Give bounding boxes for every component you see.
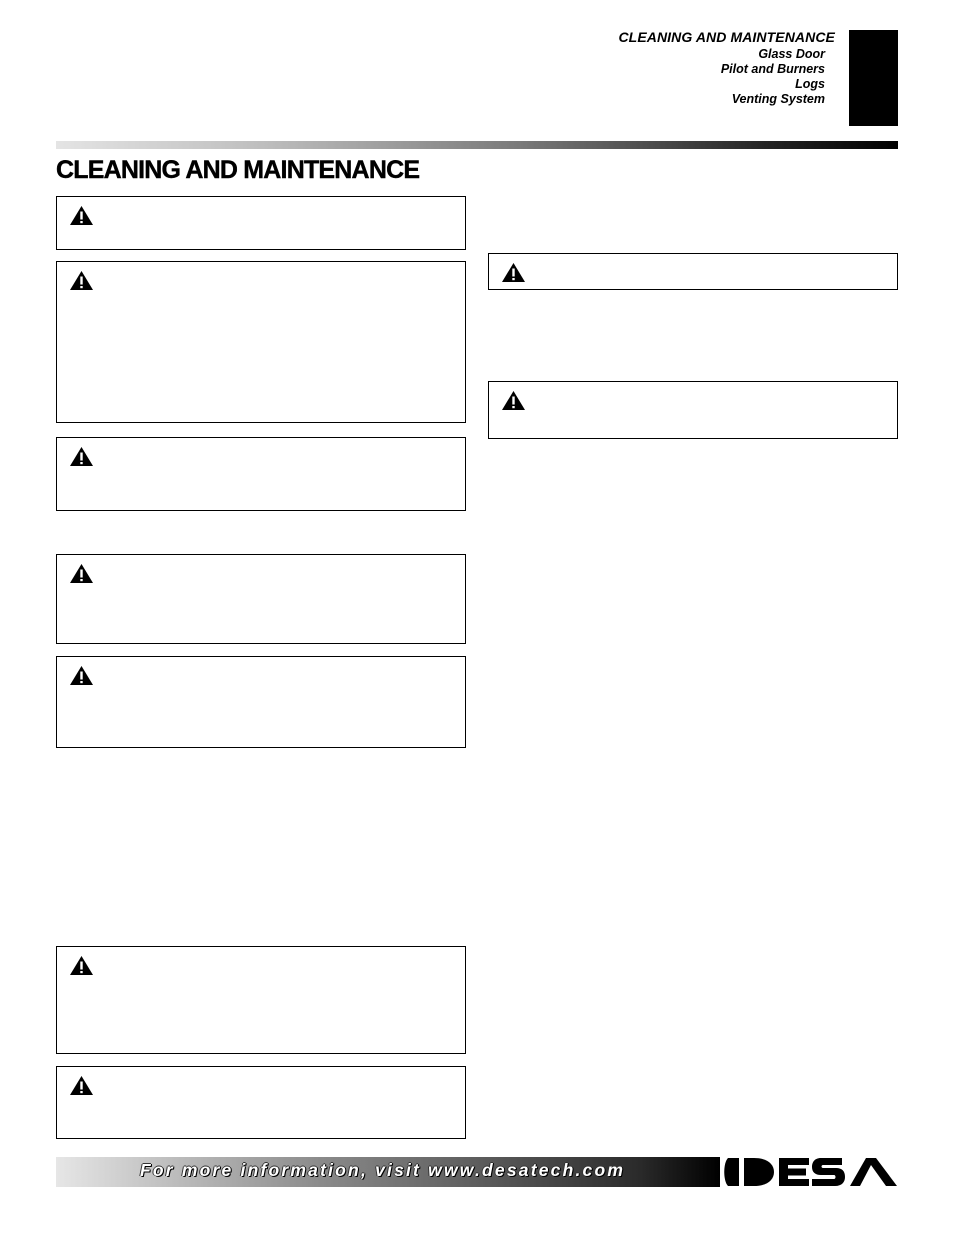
warning-triangle-icon [69, 270, 94, 291]
header-topic-venting: Venting System [731, 92, 825, 106]
page-title: CLEANING AND MAINTENANCE [56, 156, 420, 184]
warning-triangle-icon [69, 955, 94, 976]
warning-triangle-icon [501, 390, 526, 411]
header-section-title: CLEANING AND MAINTENANCE [618, 29, 835, 45]
warning-box-8 [488, 253, 898, 290]
header-topic-list [721, 47, 825, 107]
warning-box-5 [56, 656, 466, 748]
desa-logo [724, 1155, 900, 1189]
warning-box-9 [488, 381, 898, 439]
warning-box-3 [56, 437, 466, 511]
warning-triangle-icon [69, 446, 94, 467]
section-tab-marker [849, 30, 898, 126]
warning-triangle-icon [501, 262, 526, 283]
header-topic-pilot-burners: Pilot and Burners [720, 62, 825, 76]
footer-website-text: For more information, visit www.desatech.com [140, 1160, 626, 1180]
warning-box-7 [56, 1066, 466, 1139]
warning-triangle-icon [69, 563, 94, 584]
warning-triangle-icon [69, 205, 94, 226]
header-gradient-rule [56, 141, 898, 149]
warning-box-2 [56, 261, 466, 423]
header-topic-logs: Logs [795, 77, 825, 91]
warning-box-1 [56, 196, 466, 250]
warning-box-4 [56, 554, 466, 644]
header-topic-glass-door: Glass Door [758, 47, 825, 61]
warning-box-6 [56, 946, 466, 1054]
warning-triangle-icon [69, 665, 94, 686]
warning-triangle-icon [69, 1075, 94, 1096]
